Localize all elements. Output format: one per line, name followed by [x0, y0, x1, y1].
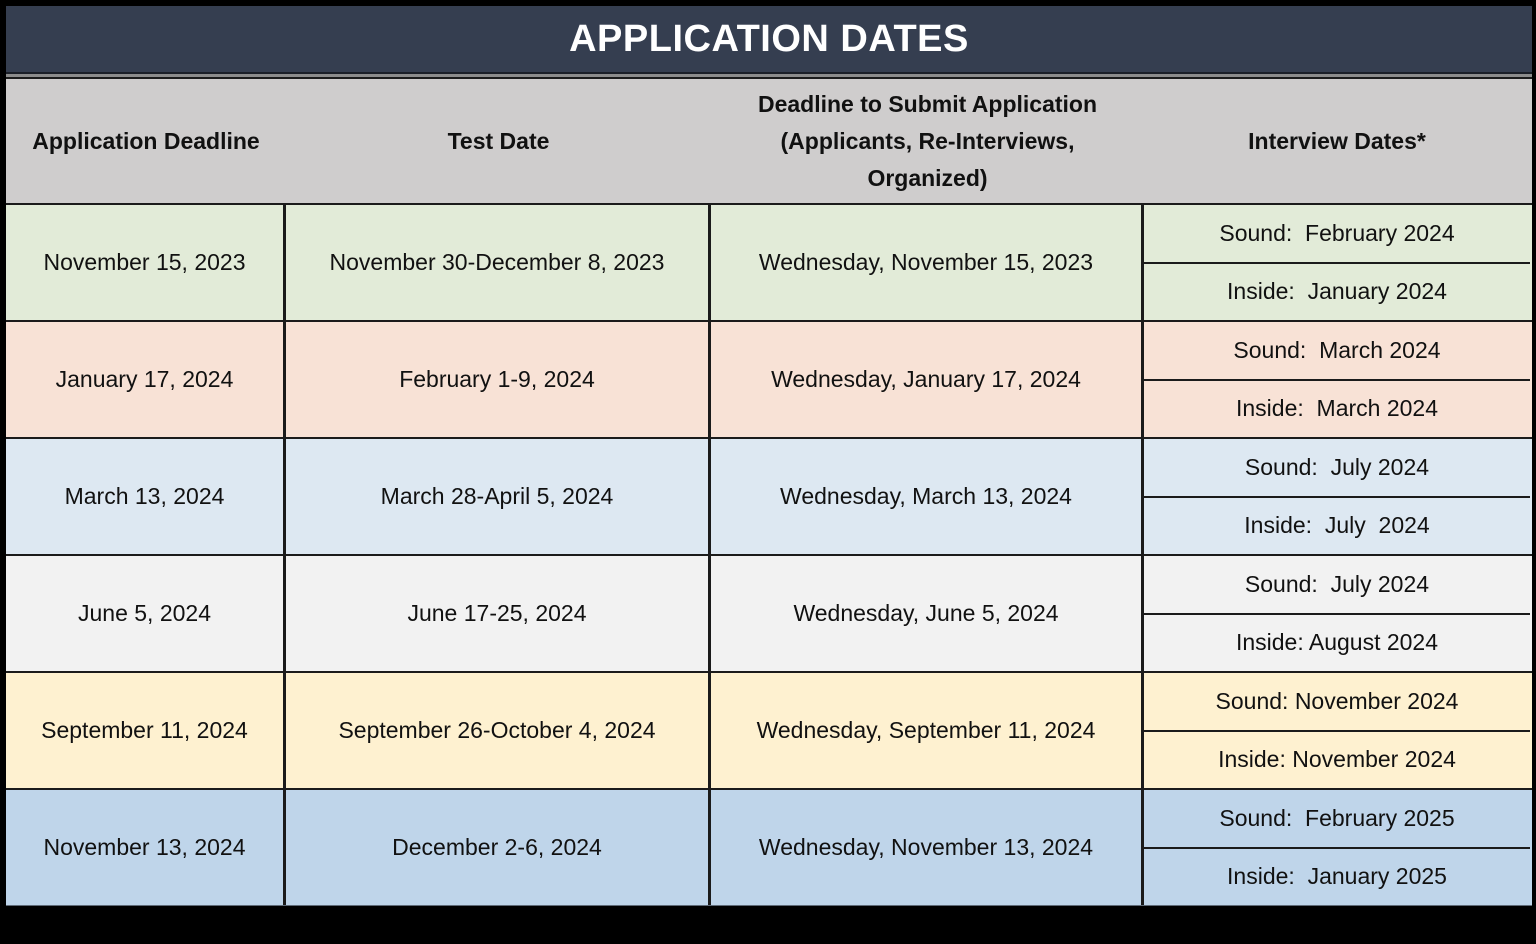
application-deadline-cell: January 17, 2024: [6, 322, 286, 437]
interview-inside: Inside: January 2024: [1227, 278, 1447, 305]
interview-sound: Sound: July 2024: [1144, 439, 1530, 498]
test-date-cell: February 1-9, 2024: [286, 322, 711, 437]
test-date-cell: June 17-25, 2024: [286, 556, 711, 671]
test-date-cell: March 28-April 5, 2024: [286, 439, 711, 554]
application-deadline-cell: November 13, 2024: [6, 790, 286, 905]
application-dates-table: [6, 6, 1532, 906]
submit-deadline-cell: Wednesday, June 5, 2024: [711, 556, 1144, 671]
title-bar: [6, 6, 1532, 74]
header-application-deadline: Application Deadline: [32, 127, 260, 154]
table-row: [6, 205, 1532, 322]
table-body: [6, 205, 1532, 906]
table-row: [6, 322, 1532, 439]
test-date-cell: November 30-December 8, 2023: [286, 205, 711, 320]
interview-dates-cell: [1144, 322, 1530, 437]
header-interview-dates: Interview Dates*: [1248, 127, 1426, 154]
interview-dates-cell: [1144, 556, 1530, 671]
interview-inside: Inside: August 2024: [1235, 629, 1439, 656]
interview-dates-cell: [1144, 790, 1530, 905]
application-deadline-cell: November 15, 2023: [6, 205, 286, 320]
interview-dates-cell: [1144, 673, 1530, 788]
page-title: APPLICATION DATES: [569, 17, 969, 60]
header-row: [6, 79, 1532, 205]
interview-inside: Inside: March 2024: [1235, 395, 1438, 422]
header-submit-line-3: Organized): [867, 164, 988, 191]
interview-inside: Inside: November 2024: [1218, 746, 1456, 773]
interview-dates-cell: [1144, 205, 1530, 320]
submit-deadline-cell: Wednesday, March 13, 2024: [711, 439, 1144, 554]
test-date-cell: September 26-October 4, 2024: [286, 673, 711, 788]
interview-inside: Inside: July 2024: [1244, 512, 1430, 539]
header-submit-line-1: Deadline to Submit Application: [757, 90, 1098, 117]
submit-deadline-cell: Wednesday, November 15, 2023: [711, 205, 1144, 320]
test-date-cell: December 2-6, 2024: [286, 790, 711, 905]
application-deadline-cell: September 11, 2024: [6, 673, 286, 788]
table-row: [6, 790, 1532, 906]
interview-sound: Sound: November 2024: [1144, 673, 1530, 732]
table-row: [6, 673, 1532, 790]
interview-sound: Sound: February 2025: [1144, 790, 1530, 849]
header-submit-line-2: (Applicants, Re-Interviews,: [780, 127, 1075, 154]
table-row: [6, 439, 1532, 556]
interview-sound: Sound: February 2024: [1144, 205, 1530, 264]
interview-sound: Sound: March 2024: [1144, 322, 1530, 381]
application-deadline-cell: March 13, 2024: [6, 439, 286, 554]
submit-deadline-cell: Wednesday, January 17, 2024: [711, 322, 1144, 437]
interview-dates-cell: [1144, 439, 1530, 554]
header-submit-deadline: [711, 79, 1144, 203]
submit-deadline-cell: Wednesday, November 13, 2024: [711, 790, 1144, 905]
table-row: [6, 556, 1532, 673]
interview-inside: Inside: January 2025: [1227, 863, 1447, 890]
application-deadline-cell: June 5, 2024: [6, 556, 286, 671]
interview-sound: Sound: July 2024: [1144, 556, 1530, 615]
submit-deadline-cell: Wednesday, September 11, 2024: [711, 673, 1144, 788]
header-test-date: Test Date: [447, 127, 550, 154]
